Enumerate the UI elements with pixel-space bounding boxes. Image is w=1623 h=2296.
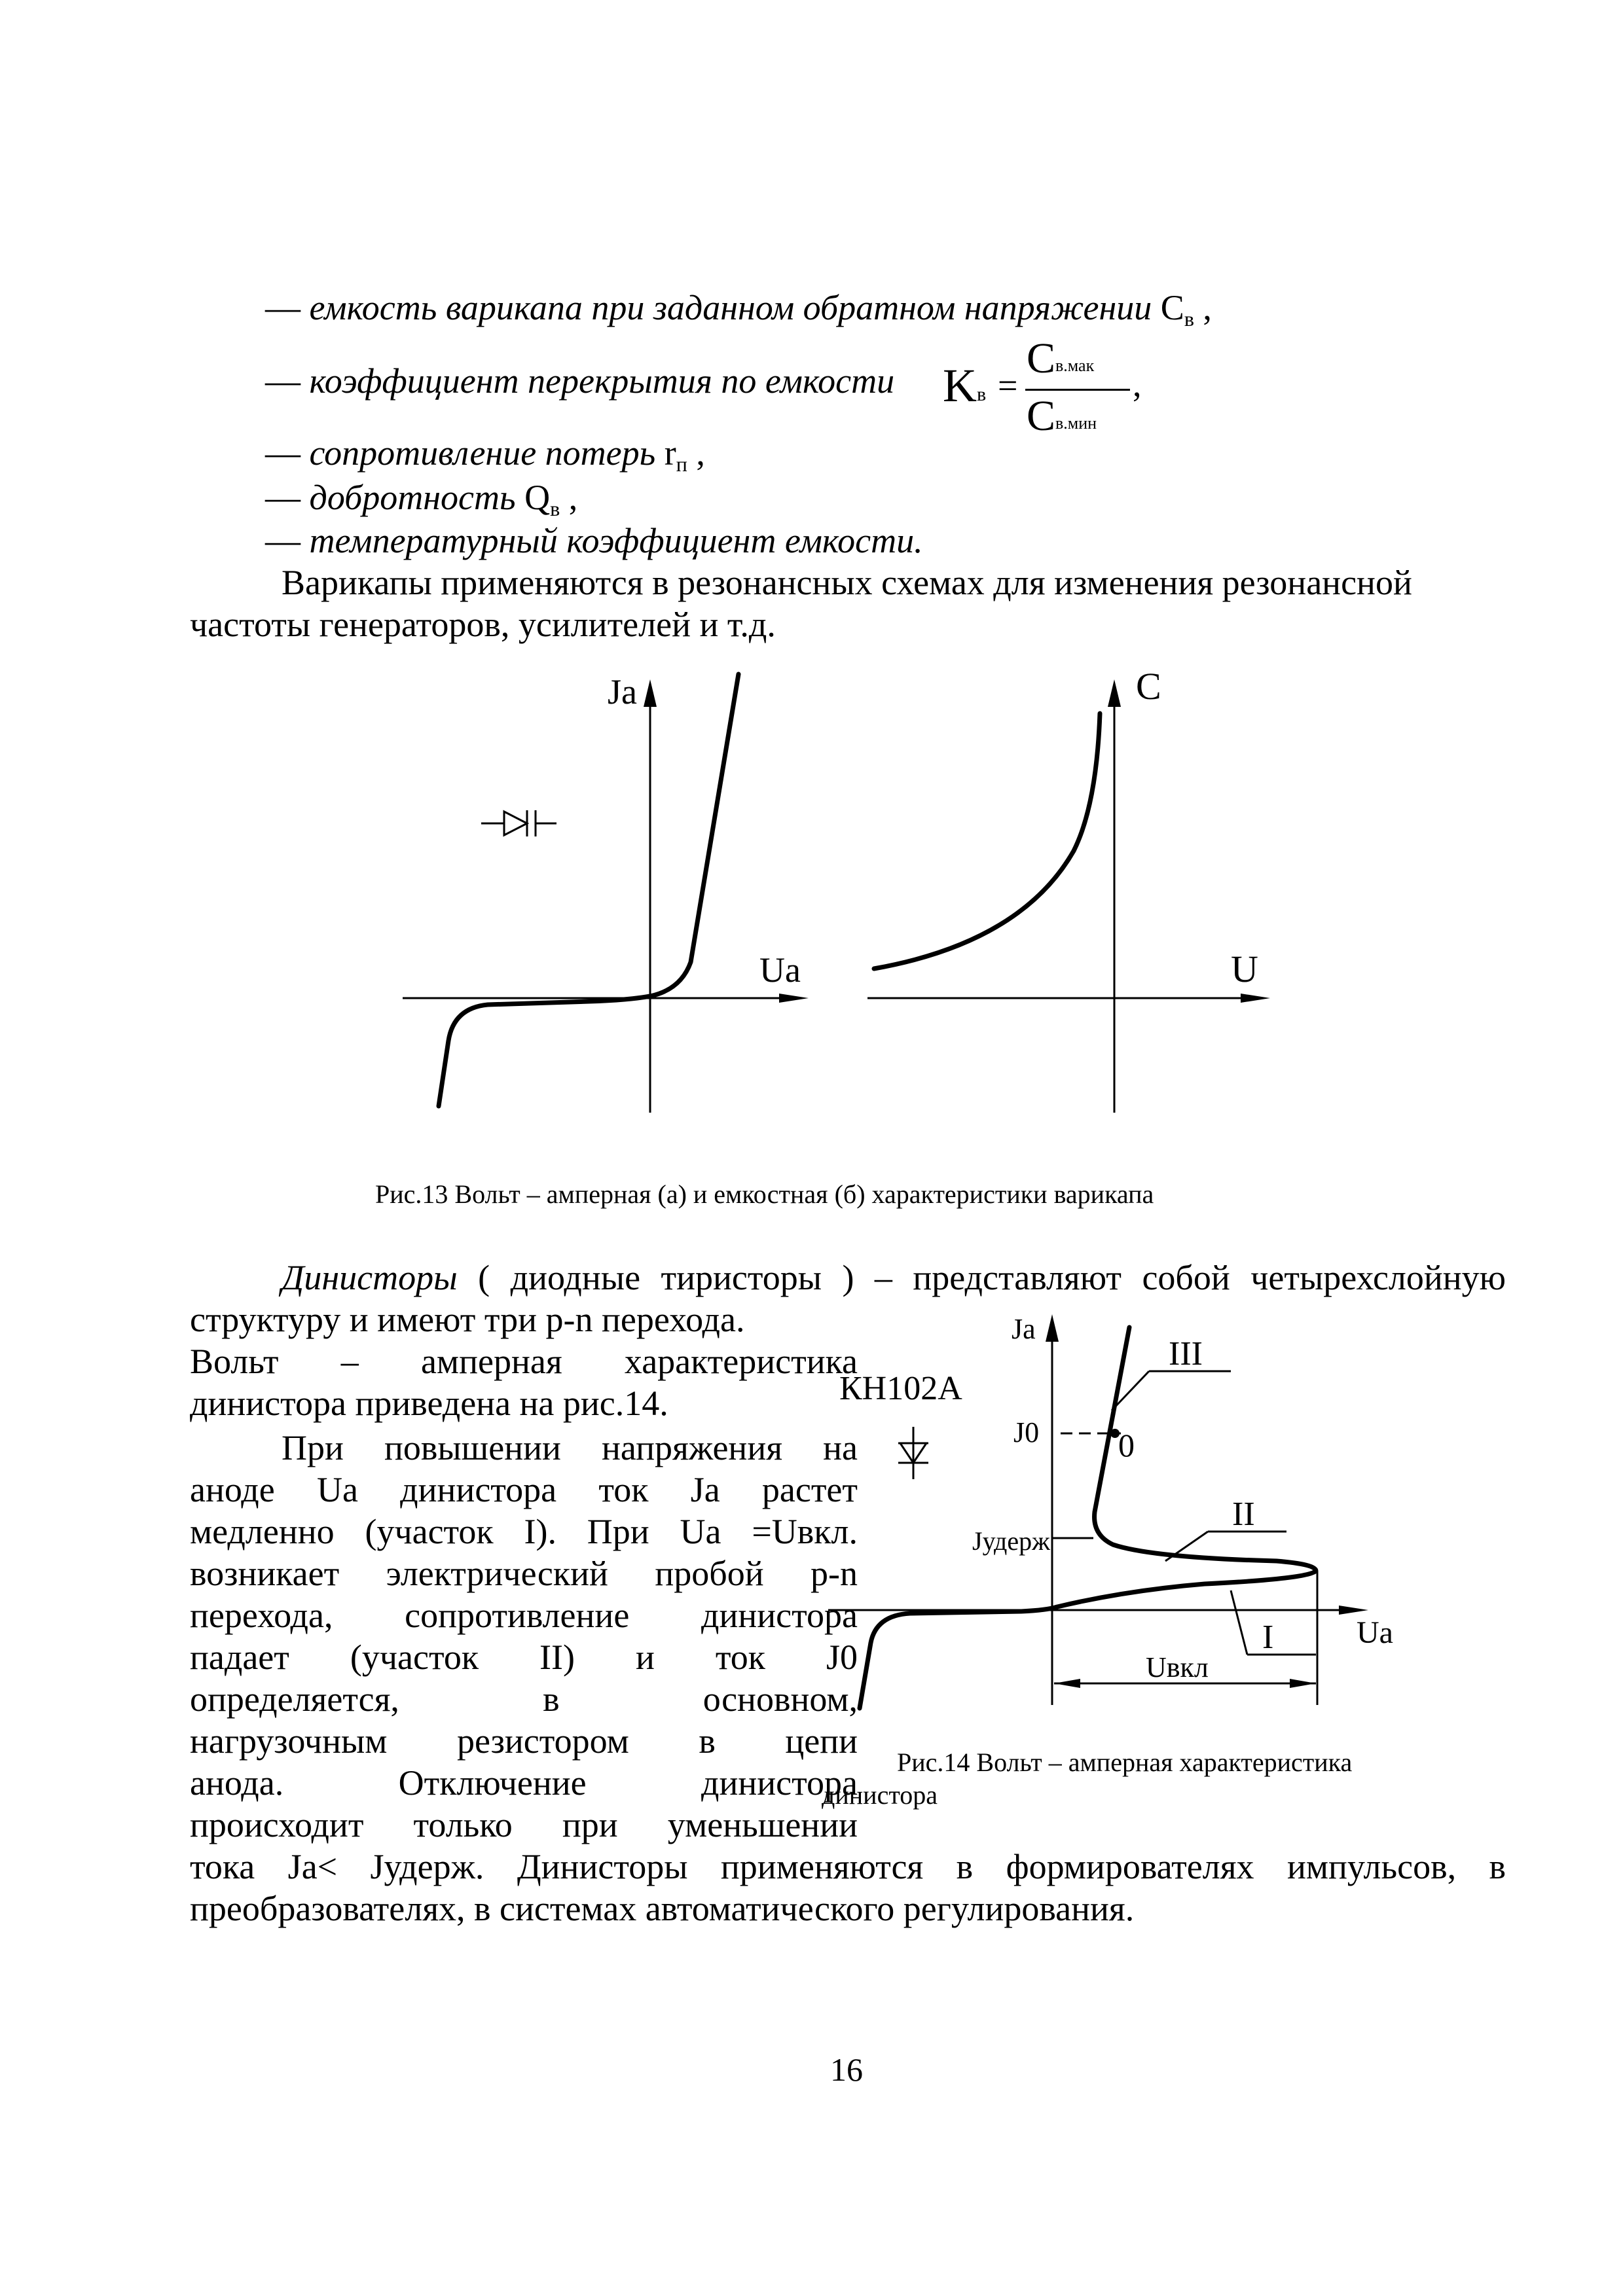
fig14-device-label: КН102А — [839, 1370, 962, 1407]
figure-14-caption-line2: динистора — [822, 1780, 938, 1810]
fig13a-ja-label: Ja — [608, 672, 637, 711]
paragraph-breakdown-line8: нагрузочным резистором в цепи — [190, 1721, 858, 1761]
fig14-iii-label: III — [1169, 1335, 1203, 1372]
paragraph-breakdown-line6: падает (участок II) и ток J0 — [190, 1638, 858, 1677]
fig14-ii-label: II — [1232, 1496, 1255, 1533]
page-number: 16 — [830, 2051, 863, 2088]
fig14-ja-label: Ja — [1012, 1313, 1036, 1345]
figure-14-caption-line1: Рис.14 Вольт – амперная характеристика — [897, 1748, 1353, 1777]
paragraph-dinistor-line1: Динисторы ( диодные тиристоры ) – представляют собой четырехслойную — [282, 1258, 1506, 1297]
fig14-x-arrow — [1339, 1605, 1368, 1615]
list-item-loss-resistance: — сопротивление потерь $r_п$ , — [265, 433, 705, 476]
paragraph-breakdown-line1: При повышении напряжения на — [282, 1428, 858, 1467]
paragraph-breakdown-line11: тока Jа< Jудерж. Динисторы применяются в формирователях импульсов, в — [190, 1847, 1506, 1886]
paragraph-dinistor-line3: Вольт – амперная характеристика — [190, 1342, 858, 1381]
paragraph-breakdown-line2: аноде Uа динистора ток Jа растет — [190, 1470, 858, 1509]
paragraph-breakdown-line12: преобразователях, в системах автоматического регулирования. — [190, 1889, 1135, 1928]
paragraph-breakdown-line9: анода. Отключение динистора — [190, 1763, 858, 1803]
paragraph-dinistor-line2: структуру и имеют три p-n перехода. — [190, 1300, 745, 1339]
fig13a-ua-label: Ua — [759, 950, 801, 990]
list-item-capacitance: — емкость варикапа при заданном обратном напряжении $C_в$ , — [265, 288, 1212, 331]
fig14-i-label: I — [1262, 1619, 1274, 1656]
paragraph-varicap-line2: частоты генераторов, усилителей и т.д. — [190, 605, 776, 644]
fig13b-u-label: U — [1231, 948, 1258, 990]
formula-kv: K в = C в.мак C в.мин , — [943, 334, 1142, 440]
fig14-zero-label: 0 — [1118, 1427, 1135, 1463]
fig14-ua-label: Ua — [1357, 1615, 1393, 1650]
dinistor-symbol — [898, 1427, 928, 1479]
fig13b-c-label: C — [1136, 665, 1161, 708]
paragraph-breakdown-line7: определяется, в основном, — [190, 1679, 858, 1719]
fig14-leader-i — [1231, 1590, 1247, 1655]
paragraph-breakdown-line5: перехода, сопротивление динистора — [190, 1596, 858, 1635]
fig14-y-arrow — [1046, 1314, 1059, 1342]
figure-13-caption: Рис.13 Вольт – амперная (а) и емкостная (б) характеристики варикапа — [375, 1179, 1154, 1209]
fig14-j0-label: J0 — [1013, 1416, 1040, 1448]
list-item-quality-factor: — добротность $Q_в$ , — [265, 478, 578, 520]
list-item-temp-coefficient: — температурный коэффициент емкости. — [265, 521, 923, 560]
paragraph-breakdown-line4: возникает электрический пробой p-n — [190, 1554, 858, 1593]
paragraph-breakdown-line10: происходит только при уменьшении — [190, 1805, 858, 1844]
list-item-overlap-coefficient: — коэффициент перекрытия по емкости — [265, 361, 895, 401]
fig14-hold-label: Jудерж — [972, 1526, 1050, 1556]
paragraph-dinistor-line4: динистора приведена на рис.14. — [190, 1384, 668, 1423]
paragraph-varicap-line1: Варикапы применяются в резонансных схемах для изменения резонансной — [282, 563, 1412, 602]
paragraph-breakdown-line3: медленно (участок I). При Uа =Uвкл. — [190, 1512, 858, 1551]
fig14-uon-label: Uвкл — [1146, 1651, 1209, 1683]
